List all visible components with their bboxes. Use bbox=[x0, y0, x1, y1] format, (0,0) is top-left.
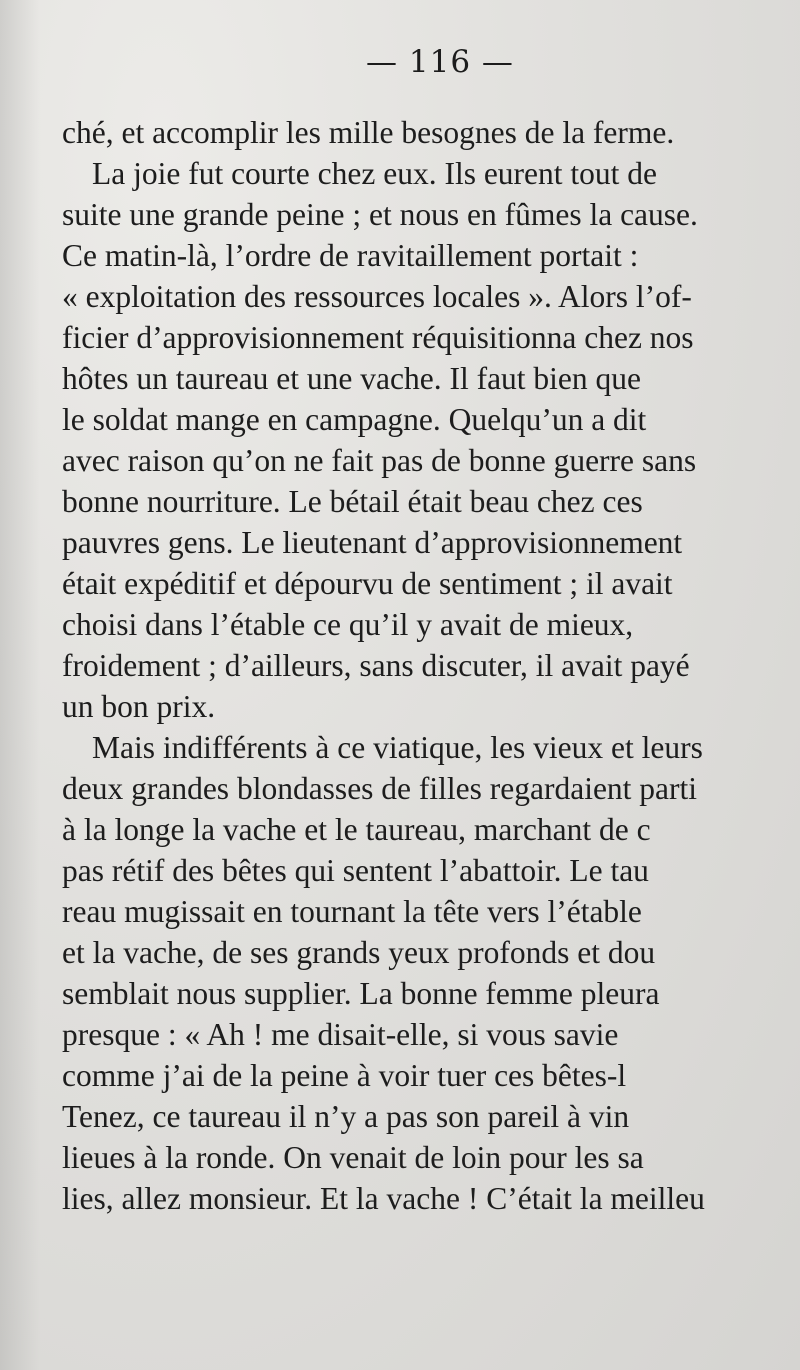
text-line: le soldat mange en campagne. Quelqu’un a dit bbox=[62, 402, 647, 437]
text-line: reau mugissait en tournant la tête vers l’étable bbox=[62, 894, 642, 929]
text-line: à la longe la vache et le taureau, marchant de c bbox=[62, 812, 651, 847]
text-line: pauvres gens. Le lieutenant d’approvisionnement bbox=[62, 525, 683, 560]
text-line: Tenez, ce taureau il n’y a pas son pareil à vin bbox=[62, 1099, 630, 1134]
text-line: avec raison qu’on ne fait pas de bonne guerre sans bbox=[62, 443, 697, 478]
text-line: comme j’ai de la peine à voir tuer ces bêtes-l bbox=[62, 1058, 627, 1093]
text-line: était expéditif et dépourvu de sentiment ; il avait bbox=[62, 566, 673, 601]
text-line: Mais indifférents à ce viatique, les vieux et leurs bbox=[92, 730, 703, 765]
text-line: « exploitation des ressources locales ». Alors l’of- bbox=[62, 279, 692, 314]
page-number: — 116 — bbox=[366, 44, 514, 80]
body-text bbox=[62, 112, 800, 1219]
text-line: lieues à la ronde. On venait de loin pour les sa bbox=[62, 1140, 644, 1175]
text-line: hôtes un taureau et une vache. Il faut bien que bbox=[62, 361, 642, 396]
text-line: choisi dans l’étable ce qu’il y avait de mieux, bbox=[62, 607, 634, 642]
text-line: deux grandes blondasses de filles regardaient parti bbox=[62, 771, 698, 806]
text-line: Ce matin-là, l’ordre de ravitaillement portait : bbox=[62, 238, 639, 273]
text-line: et la vache, de ses grands yeux profonds et dou bbox=[62, 935, 656, 970]
text-line: La joie fut courte chez eux. Ils eurent tout de bbox=[92, 156, 658, 191]
text-line: semblait nous supplier. La bonne femme pleura bbox=[62, 976, 660, 1011]
text-line: bonne nourriture. Le bétail était beau chez ces bbox=[62, 484, 643, 519]
text-line: un bon prix. bbox=[62, 689, 216, 724]
text-line: suite une grande peine ; et nous en fûmes la cause. bbox=[62, 197, 698, 232]
text-line: pas rétif des bêtes qui sentent l’abattoir. Le tau bbox=[62, 853, 649, 888]
text-line: froidement ; d’ailleurs, sans discuter, il avait payé bbox=[62, 648, 690, 683]
text-line: ficier d’approvisionnement réquisitionna chez nos bbox=[62, 320, 694, 355]
text-line: presque : « Ah ! me disait-elle, si vous savie bbox=[62, 1017, 619, 1052]
text-line: lies, allez monsieur. Et la vache ! C’était la meilleu bbox=[62, 1181, 705, 1216]
text-line: ché, et accomplir les mille besognes de la ferme. bbox=[62, 115, 675, 150]
page-edge-shadow bbox=[0, 0, 40, 1370]
